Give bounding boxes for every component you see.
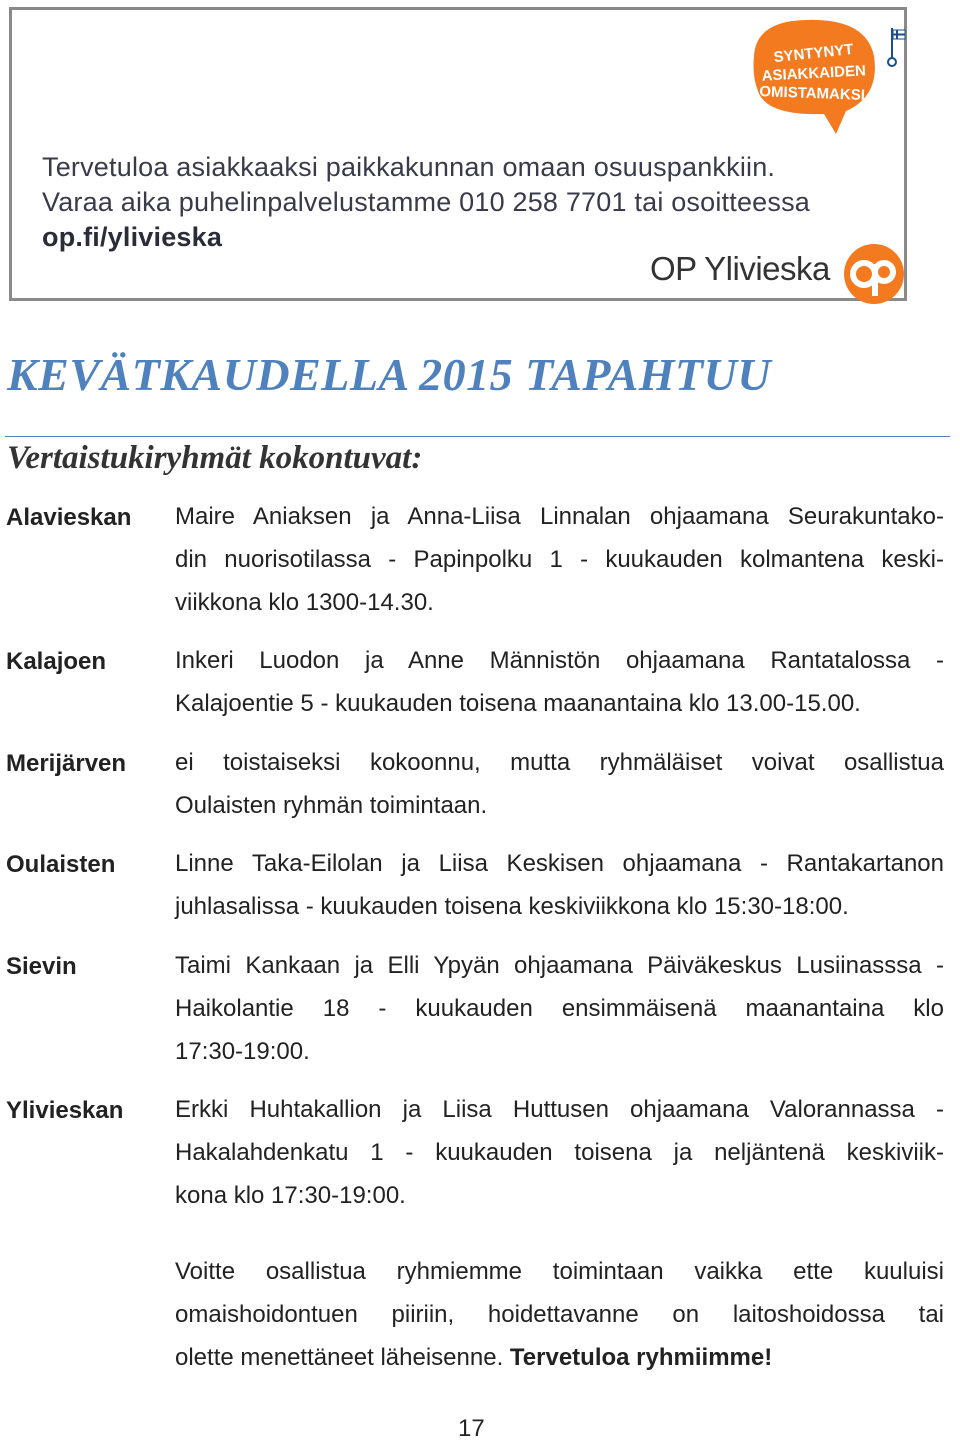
desc-line: viikkona klo 1300-14.30. xyxy=(175,589,434,616)
brand-name: OP Ylivieska xyxy=(650,250,830,287)
group-description xyxy=(175,495,944,624)
ad-line-2: Varaa aika puhelinpalvelustamme 010 258 7701 tai osoitteessa xyxy=(42,187,810,217)
badge-line-2: ASIAKKAIDEN xyxy=(761,62,867,85)
group-place: Oulaisten xyxy=(6,851,116,878)
op-logo-icon xyxy=(842,242,906,306)
ad-url-link[interactable]: op.fi/ylivieska xyxy=(42,222,223,252)
closing-line-3: olette menettäneet läheisenne. xyxy=(175,1344,504,1371)
closing-line: omaishoidontuen piiriin, hoidettavanne on laitoshoidossa tai xyxy=(175,1301,944,1328)
section-subtitle: Vertaistukiryhmät kokontuvat: xyxy=(7,440,423,476)
page-number: 17 xyxy=(458,1415,485,1442)
group-description xyxy=(175,944,944,1073)
desc-line: Taimi Kankaan ja Elli Ypyän ohjaamana Päiväkeskus Lusiinasssa - xyxy=(175,952,944,979)
badge-line-1: SYNTYNYT xyxy=(772,40,855,67)
title-divider xyxy=(5,436,950,437)
desc-line: Haikolantie 18 - kuukauden ensimmäisenä maanantaina klo xyxy=(175,995,944,1022)
desc-line: Hakalahdenkatu 1 - kuukauden toisena ja neljäntenä keskiviik- xyxy=(175,1139,944,1166)
group-place: Sievin xyxy=(6,953,77,980)
desc-line: Erkki Huhtakallion ja Liisa Huttusen ohjaamana Valorannassa - xyxy=(175,1096,944,1123)
syntynyt-badge-icon xyxy=(746,16,906,146)
closing-line-final xyxy=(175,1336,944,1379)
group-description xyxy=(175,639,944,725)
group-description xyxy=(175,842,944,928)
group-place: Kalajoen xyxy=(6,648,107,675)
closing-paragraph xyxy=(175,1250,944,1379)
group-place: Merijärven xyxy=(6,750,127,777)
advertisement-banner xyxy=(9,7,907,301)
desc-line: Oulaisten ryhmän toimintaan. xyxy=(175,792,488,819)
ad-text xyxy=(42,150,810,255)
closing-line: Voitte osallistua ryhmiemme toimintaan vaikka ette kuuluisi xyxy=(175,1258,944,1285)
group-place: Ylivieskan xyxy=(6,1097,124,1124)
desc-line: din nuorisotilassa - Papinpolku 1 - kuukauden kolmantena keski- xyxy=(175,546,944,573)
ad-line-1: Tervetuloa asiakkaaksi paikkakunnan omaan osuuspankkiin. xyxy=(42,152,776,182)
page-title: KEVÄTKAUDELLA 2015 TAPAHTUU xyxy=(7,349,772,400)
desc-line: Linne Taka-Eilolan ja Liisa Keskisen ohjaamana - Rantakartanon xyxy=(175,850,944,877)
desc-line: Kalajoentie 5 - kuukauden toisena maanantaina klo 13.00-15.00. xyxy=(175,690,861,717)
badge-line-3: OMISTAMAKSI xyxy=(759,83,866,104)
desc-line: kona klo 17:30-19:00. xyxy=(175,1182,406,1209)
group-description xyxy=(175,1088,944,1217)
group-description xyxy=(175,741,944,827)
desc-line: juhlasalissa - kuukauden toisena keskiviikkona klo 15:30-18:00. xyxy=(175,893,849,920)
desc-line: 17:30-19:00. xyxy=(175,1038,310,1065)
closing-welcome: Tervetuloa ryhmiimme! xyxy=(509,1344,773,1371)
group-place: Alavieskan xyxy=(6,504,132,531)
desc-line: ei toistaiseksi kokoonnu, mutta ryhmäläiset voivat osallistua xyxy=(175,749,944,776)
desc-line: Maire Aniaksen ja Anna-Liisa Linnalan ohjaamana Seurakuntako- xyxy=(175,503,944,530)
desc-line: Inkeri Luodon ja Anne Männistön ohjaamana Rantatalossa - xyxy=(175,647,944,674)
